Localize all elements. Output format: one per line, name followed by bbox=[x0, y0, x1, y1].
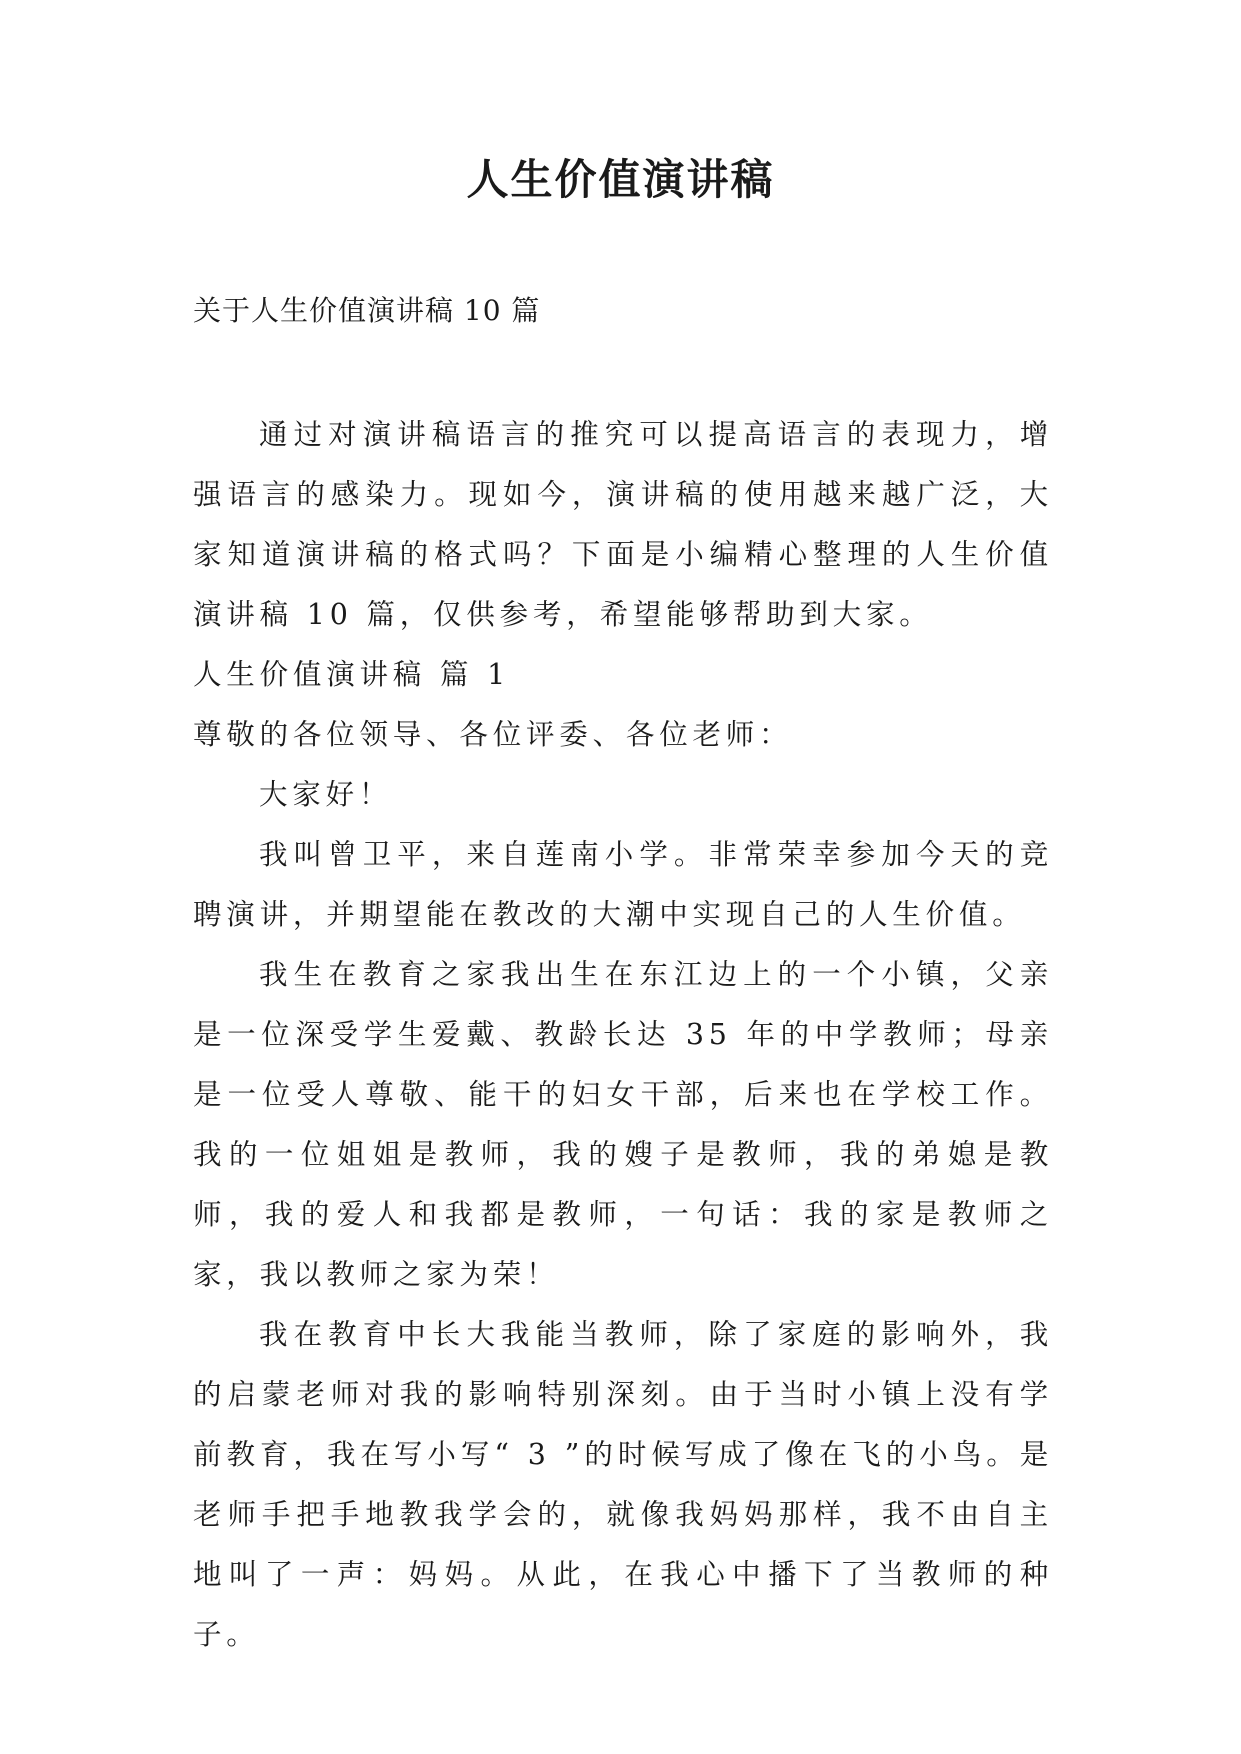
body-paragraph: 我生在教育之家我出生在东江边上的一个小镇，父亲是一位深受学生爱戴、教龄长达 35 年的中学教师；母亲是一位受人尊敬、能干的妇女干部，后来也在学校工作。我的一位姐姐是教师，我的嫂子是教师，我的弟媳是教师，我的爱人和我都是教师，一句话：我的家是教师之家，我以教师之家为荣！ bbox=[193, 958, 1053, 1291]
body-paragraph: 我叫曾卫平，来自莲南小学。非常荣幸参加今天的竞聘演讲，并期望能在教改的大潮中实现自己的人生价值。 bbox=[193, 838, 1053, 931]
document-body bbox=[193, 405, 1053, 1665]
intro-paragraph: 通过对演讲稿语言的推究可以提高语言的表现力，增强语言的感染力。现如今，演讲稿的使用越来越广泛，大家知道演讲稿的格式吗？下面是小编精心整理的人生价值演讲稿 10 篇，仅供参考，希望能够帮助到大家。 bbox=[193, 418, 1053, 631]
section-heading: 人生价值演讲稿 篇 1 bbox=[193, 658, 511, 691]
greeting: 大家好！ bbox=[259, 778, 393, 811]
document-subtitle: 关于人生价值演讲稿 10 篇 bbox=[193, 294, 541, 327]
document-title: 人生价值演讲稿 bbox=[466, 155, 775, 204]
salutation: 尊敬的各位领导、各位评委、各位老师： bbox=[193, 718, 793, 751]
body-paragraph: 我在教育中长大我能当教师，除了家庭的影响外，我的启蒙老师对我的影响特别深刻。由于当时小镇上没有学前教育，我在写小写“ 3 ”的时候写成了像在飞的小鸟。是老师手把手地教我学会的，就像我妈妈那样，我不由自主地叫了一声：妈妈。从此，在我心中播下了当教师的种子。 bbox=[193, 1318, 1053, 1651]
